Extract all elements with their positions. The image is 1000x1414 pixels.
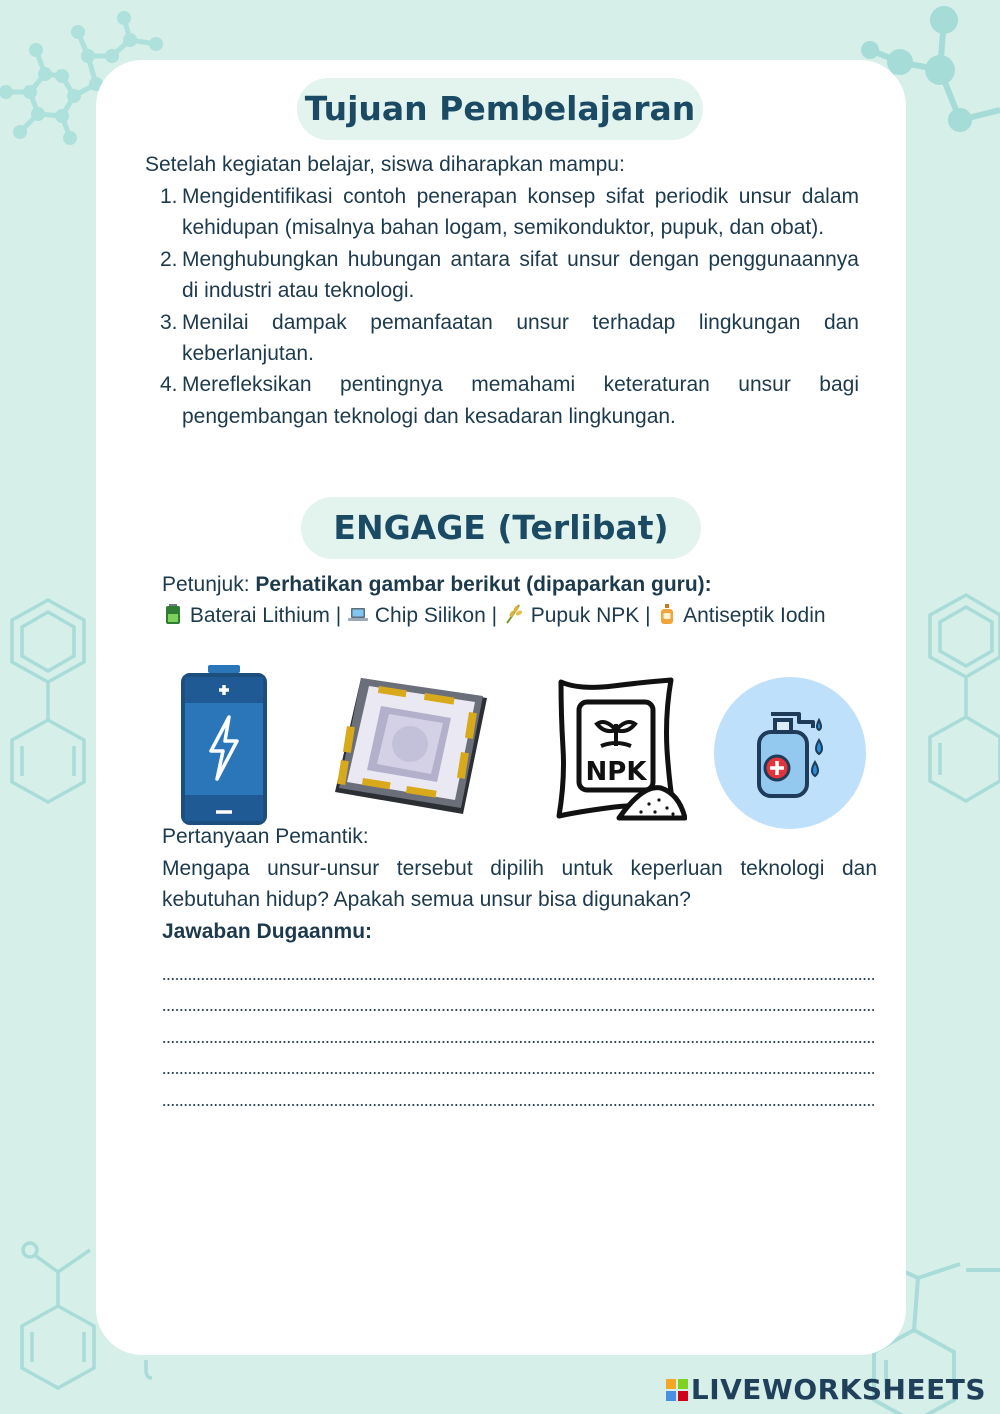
goal-text: Menghubungkan hubungan antara sifat unsur dengan penggunaannya di industri atau teknologi.	[182, 247, 859, 303]
answer-line[interactable]	[162, 984, 877, 1016]
instruction	[162, 569, 712, 600]
trigger-question-block	[162, 821, 877, 947]
goal-text: Mengidentifikasi contoh penerapan konsep sifat periodik unsur dalam kehidupan (misalnya bahan logam, semikonduktor, pupuk, dan obat).	[182, 185, 859, 240]
rice-plant-emoji-icon	[503, 603, 525, 625]
answer-label: Jawaban Dugaanmu:	[162, 919, 373, 943]
liveworksheets-brand	[666, 1373, 986, 1406]
liveworksheets-logo-icon	[666, 1379, 688, 1401]
goals-intro: Setelah kegiatan belajar, siswa diharapkan mampu:	[145, 153, 625, 176]
goal-number: 3.	[160, 310, 178, 334]
brand-name: LIVEWORKSHEETS	[690, 1373, 986, 1406]
item-separator: |	[485, 604, 503, 627]
goals-list	[145, 181, 859, 432]
answer-line[interactable]	[162, 1078, 877, 1110]
item-chip: Chip Silikon	[374, 604, 486, 627]
answer-area[interactable]	[162, 952, 877, 1110]
trigger-question: Mengapa unsur-unsur tersebut dipilih untuk keperluan teknologi dan kebutuhan hidup? Apakah semua unsur bisa digunakan?	[162, 856, 877, 911]
npk-fertilizer-bag-image	[553, 676, 687, 824]
goal-text: Merefleksikan pentingnya memahami keteraturan unsur bagi pengembangan teknologi dan kesadaran lingkungan.	[182, 373, 859, 428]
goal-number: 1.	[160, 185, 178, 208]
item-separator: |	[639, 604, 657, 627]
answer-line[interactable]	[162, 1047, 877, 1079]
silicon-chip-image	[333, 676, 489, 816]
question-label: Pertanyaan Pemantik:	[162, 825, 369, 848]
lotion-bottle-emoji-icon	[656, 603, 678, 625]
laptop-emoji-icon	[347, 603, 369, 625]
battery-image	[181, 665, 267, 825]
goal-item	[145, 181, 859, 244]
item-battery: Baterai Lithium	[189, 604, 330, 627]
goal-item	[145, 307, 859, 370]
npk-label: NPK	[585, 757, 647, 787]
goal-number: 2.	[160, 247, 178, 271]
item-separator: |	[329, 604, 348, 627]
goal-item	[145, 369, 859, 432]
instruction-label: Petunjuk:	[162, 573, 256, 596]
antiseptic-dispenser-image	[713, 676, 867, 830]
answer-line[interactable]	[162, 1015, 877, 1047]
item-fertilizer: Pupuk NPK	[530, 604, 640, 627]
battery-emoji-icon	[162, 603, 184, 625]
item-antiseptic: Antiseptik Iodin	[683, 604, 826, 627]
benzene-decoration-right	[900, 585, 1000, 825]
goal-item	[145, 244, 859, 307]
benzene-decoration-left	[0, 590, 100, 820]
item-list	[162, 600, 826, 631]
answer-line[interactable]	[162, 952, 877, 984]
section-title-goals: Tujuan Pembelajaran	[297, 78, 703, 140]
goal-text: Menilai dampak pemanfaatan unsur terhadap lingkungan dan keberlanjutan.	[182, 310, 859, 366]
goal-number: 4.	[160, 373, 178, 397]
instruction-text: Perhatikan gambar berikut (dipaparkan guru):	[255, 573, 712, 596]
section-title-engage: ENGAGE (Terlibat)	[301, 497, 701, 559]
